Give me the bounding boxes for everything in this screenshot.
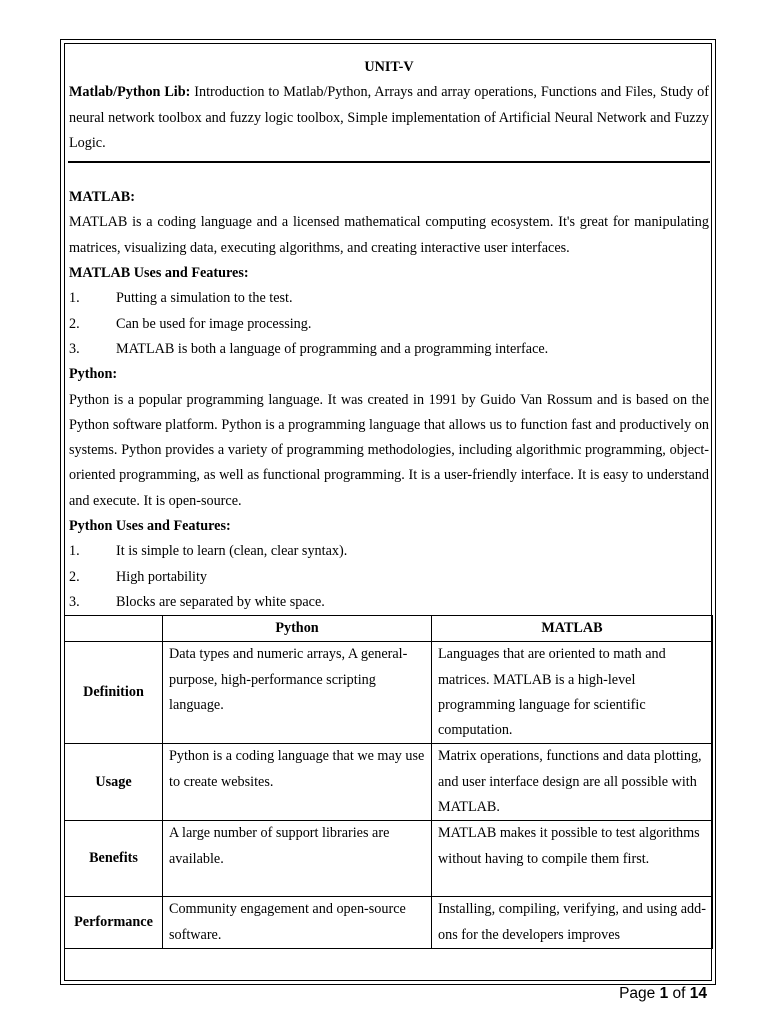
table-row bbox=[65, 821, 713, 897]
list-item bbox=[69, 539, 709, 564]
table-cell-matlab: Matrix operations, functions and data plotting, and user interface design are all possible with MATLAB. bbox=[432, 744, 713, 821]
table-header-cell: MATLAB bbox=[432, 616, 713, 642]
table-header-cell bbox=[65, 616, 163, 642]
list-text: Blocks are separated by white space. bbox=[116, 593, 325, 610]
total-pages: 14 bbox=[689, 985, 707, 1002]
matlab-paragraph: MATLAB is a coding language and a licensed mathematical computing ecosystem. It's great for manipulating matrices, visualizing data, executing algorithms, and creating interactive user interfaces. bbox=[69, 214, 709, 256]
python-paragraph: Python is a popular programming language. It was created in 1991 by Guido Van Rossum and is based on the Python software platform. Python is a programming language that allows us to function fast and productively on systems. Python provides a variety of programming methodologies, including algorithmic programming, object-oriented programming, as well as functional programming. It is a user-friendly interface. It is easy to understand and execute. It is open-source. bbox=[69, 391, 709, 509]
table-header-cell: Python bbox=[163, 616, 432, 642]
intro-paragraph bbox=[69, 80, 709, 156]
table-row-label: Definition bbox=[65, 642, 163, 744]
document-body bbox=[69, 55, 709, 615]
list-item bbox=[69, 312, 709, 337]
list-number: 3. bbox=[69, 593, 80, 610]
list-item bbox=[69, 590, 709, 615]
section-divider bbox=[68, 161, 710, 163]
table-cell-python: Community engagement and open-source software. bbox=[163, 897, 432, 949]
unit-title: UNIT-V bbox=[364, 59, 414, 75]
list-text: Putting a simulation to the test. bbox=[116, 290, 293, 307]
python-heading: Python: bbox=[69, 366, 118, 383]
list-item bbox=[69, 565, 709, 590]
list-number: 1. bbox=[69, 543, 80, 560]
current-page: 1 bbox=[659, 985, 669, 1002]
page-of: of bbox=[668, 985, 690, 1002]
list-text: It is simple to learn (clean, clear syntax). bbox=[116, 543, 348, 560]
matlab-features-heading: MATLAB Uses and Features: bbox=[69, 265, 249, 282]
table-cell-python: Python is a coding language that we may use to create websites. bbox=[163, 744, 432, 821]
list-number: 2. bbox=[69, 568, 80, 585]
table-row-label: Usage bbox=[65, 744, 163, 821]
table-row bbox=[65, 744, 713, 821]
table-cell-matlab: MATLAB makes it possible to test algorithms without having to compile them first. bbox=[432, 821, 713, 897]
list-number: 3. bbox=[69, 340, 80, 357]
list-text: Can be used for image processing. bbox=[116, 315, 312, 332]
page-prefix: Page bbox=[619, 985, 660, 1002]
table-row-label: Benefits bbox=[65, 821, 163, 897]
table-header-row bbox=[65, 616, 713, 642]
matlab-heading: MATLAB: bbox=[69, 189, 135, 206]
list-item bbox=[69, 337, 709, 362]
table-row bbox=[65, 897, 713, 949]
table-cell-python: A large number of support libraries are available. bbox=[163, 821, 432, 897]
table-row-label: Performance bbox=[65, 897, 163, 949]
list-number: 1. bbox=[69, 290, 80, 307]
list-number: 2. bbox=[69, 315, 80, 332]
table-cell-matlab: Installing, compiling, verifying, and using add-ons for the developers improves bbox=[432, 897, 713, 949]
table-cell-python: Data types and numeric arrays, A general-purpose, high-performance scripting language. bbox=[163, 642, 432, 744]
intro-text: Introduction to Matlab/Python, Arrays and array operations, Functions and Files, Study of neural network toolbox and fuzzy logic toolbox, Simple implementation of Artificial Neural Network and Fuzzy Logic. bbox=[69, 84, 709, 151]
table-cell-matlab: Languages that are oriented to math and matrices. MATLAB is a high-level programming language for scientific computation. bbox=[432, 642, 713, 744]
table-row bbox=[65, 642, 713, 744]
python-features-heading: Python Uses and Features: bbox=[69, 518, 231, 535]
list-text: MATLAB is both a language of programming and a programming interface. bbox=[116, 340, 549, 357]
list-item bbox=[69, 286, 709, 311]
page-number-footer bbox=[619, 985, 707, 1003]
comparison-table bbox=[64, 615, 713, 949]
list-text: High portability bbox=[116, 568, 208, 585]
intro-label: Matlab/Python Lib: bbox=[69, 84, 191, 101]
comparison-table-wrapper bbox=[64, 615, 712, 949]
